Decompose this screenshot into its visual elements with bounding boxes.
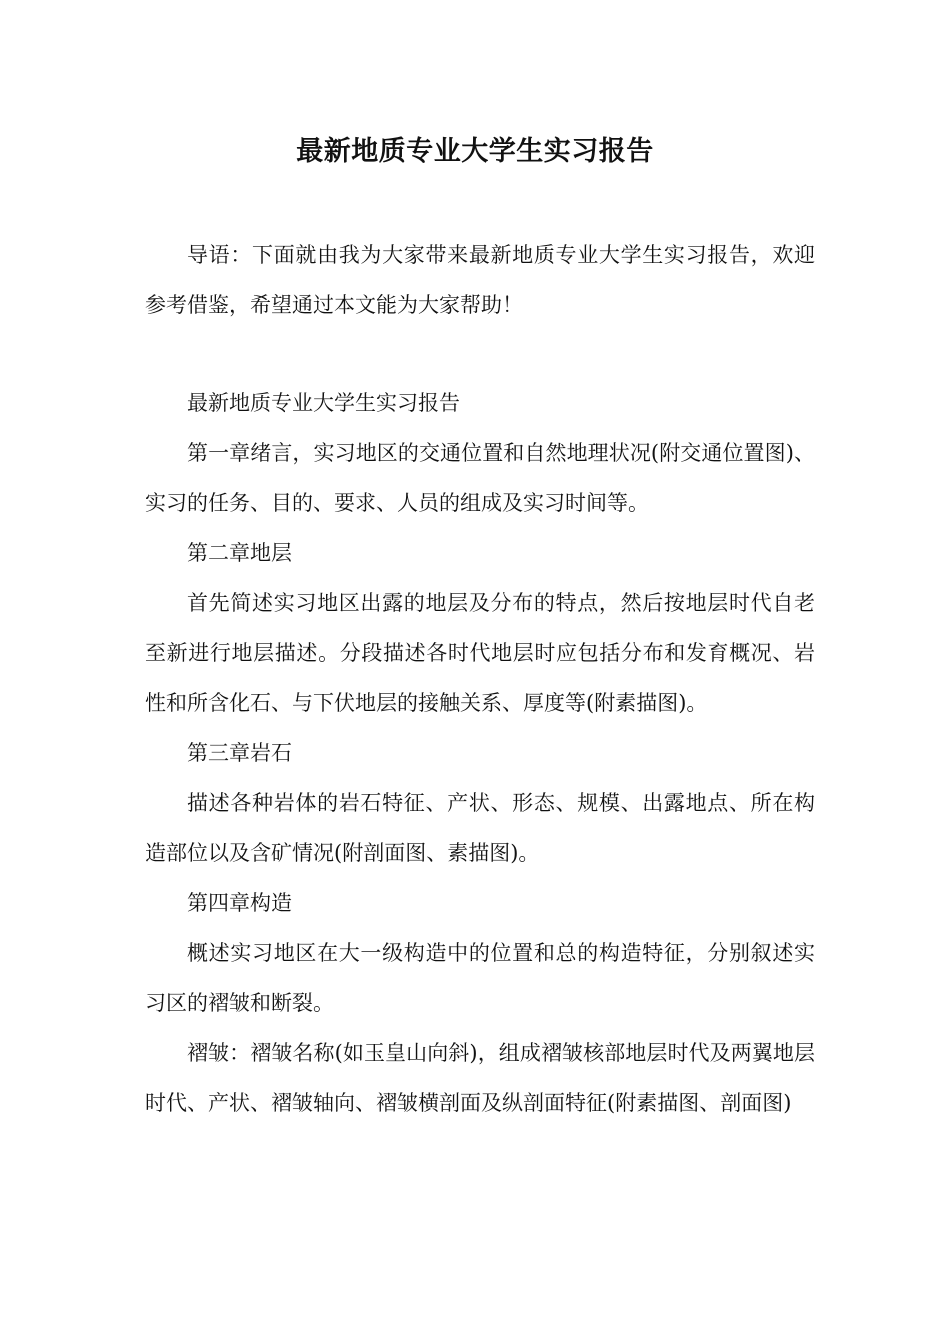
document-body xyxy=(145,230,815,1128)
chapter-1-paragraph: 第一章绪言，实习地区的交通位置和自然地理状况(附交通位置图)、实习的任务、目的、要求、人员的组成及实习时间等。 xyxy=(145,441,815,515)
intro-paragraph: 导语：下面就由我为大家带来最新地质专业大学生实习报告，欢迎参考借鉴，希望通过本文能为大家帮助！ xyxy=(145,243,815,317)
report-subtitle: 最新地质专业大学生实习报告 xyxy=(187,391,460,415)
chapter-4-paragraph: 概述实习地区在大一级构造中的位置和总的构造特征，分别叙述实习区的褶皱和断裂。 xyxy=(145,941,815,1015)
chapter-3-heading: 第三章岩石 xyxy=(187,741,292,765)
fold-paragraph: 褶皱：褶皱名称(如玉皇山向斜)，组成褶皱核部地层时代及两翼地层时代、产状、褶皱轴向、褶皱横剖面及纵剖面特征(附素描图、剖面图) xyxy=(145,1041,815,1115)
chapter-3-paragraph: 描述各种岩体的岩石特征、产状、形态、规模、出露地点、所在构造部位以及含矿情况(附剖面图、素描图)。 xyxy=(145,791,815,865)
chapter-2-heading: 第二章地层 xyxy=(187,541,292,565)
chapter-4-heading: 第四章构造 xyxy=(187,891,292,915)
chapter-2-paragraph: 首先简述实习地区出露的地层及分布的特点，然后按地层时代自老至新进行地层描述。分段描述各时代地层时应包括分布和发育概况、岩性和所含化石、与下伏地层的接触关系、厚度等(附素描图)。 xyxy=(145,591,815,715)
document-title: 最新地质专业大学生实习报告 xyxy=(296,136,654,167)
section-spacer xyxy=(145,330,815,378)
